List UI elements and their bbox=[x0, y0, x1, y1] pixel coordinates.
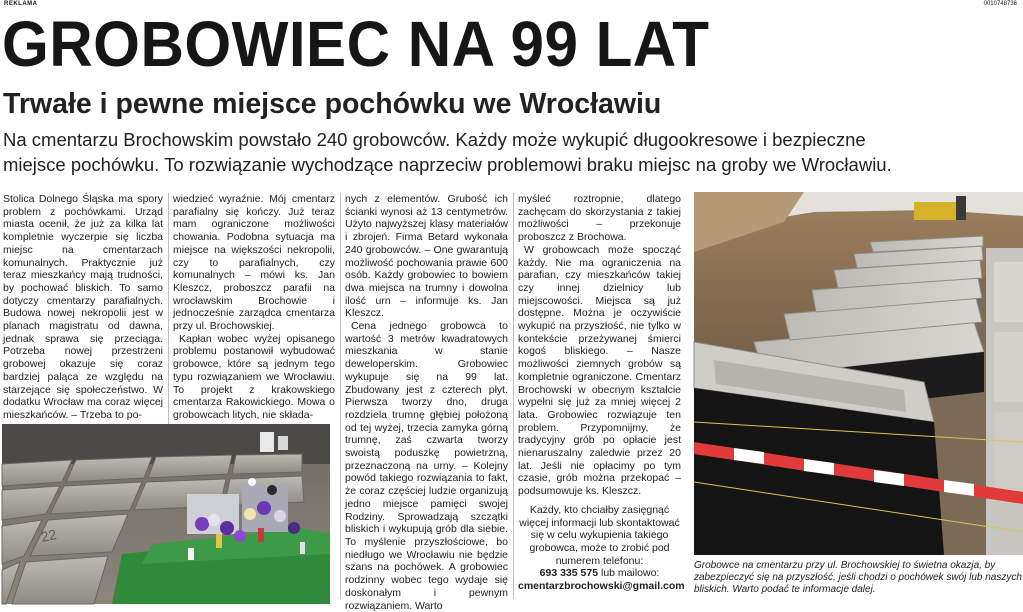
column-divider bbox=[513, 193, 514, 599]
article-column-1 bbox=[3, 193, 163, 421]
subheadline: Trwałe i pewne miejsce pochówku we Wrocławiu bbox=[3, 88, 662, 120]
contact-email-line bbox=[518, 580, 685, 593]
contact-phone[interactable]: 693 335 575 bbox=[539, 567, 599, 580]
col2-paragraph-1: wiedzieć wyraźnie. Mój cmentarz parafialny się kończy. Już teraz mam ograniczone możliwości chowania. Podobna sytuacja ma miejsce na większości nekropolii, czy to parafialnych, czy komunalnych – mówi ks. Jan Kleszcz, proboszcz parafii na wrocławskim Brochowie i jednocześnie zarządca cmentarza przy ul. Brochowskiej. bbox=[173, 193, 335, 333]
col3-paragraph-1: nych z elementów. Grubość ich ścianki wynosi aż 13 centymetrów. Użyto najwyższej klasy materiałów i zbrojeń. Firma Betard wykonała 240 grobowców. – One gwarantują możliwość pochowania prawie 600 osób. Każdy grobowiec to bowiem dwa miejsca na trumny i dowolna ilość urn – informuje ks. Jan Kleszcz. bbox=[345, 193, 508, 320]
contact-phone-line bbox=[518, 567, 681, 580]
cemetery-graves-photo bbox=[2, 424, 330, 604]
contact-intro: Każdy, kto chciałby zasięgnąć więcej informacji lub skontaktować się w celu wykupienia takiego grobowca, może to zrobić pod numerem telefonu: bbox=[519, 503, 680, 567]
col3-paragraph-2: Cena jednego grobowca to wartość 3 metrów kwadratowych mieszkania w stanie deweloperskim. Grobowiec wykupuje się na 99 lat. Zbudowany jest z czterech płyt. Pierwsza tworzy dno, druga rozdziela trumnę głębiej położoną od tej wyżej, trzecia zamyka górną trumnę, zaś czwarta tworzy swoistą poduszkę powietrzną, przeznaczoną na urny. – Kolejny powód takiego rozwiązania to fakt, że coraz częściej ludzie organizują jedno miejsce pamięci swojej Rodziny. Sprowadzają szczątki bliskich i wykupują grób dla siebie. To myślenie przyszłościowe, bo niedługo we Wrocławiu nie będzie szans na pochówek. A grobowiec rodzinny wobec tego wydaje się doskonałym i pewnym rozwiązaniem. Warto bbox=[345, 320, 508, 612]
headline: GROBOWIEC NA 99 LAT bbox=[2, 8, 710, 80]
column-divider bbox=[340, 193, 341, 599]
article-column-3 bbox=[345, 193, 508, 612]
col2-paragraph-2: Kapłan wobec wyżej opisanego problemu postanowił wybudować grobowce, które są jednym tego typu rozwiązaniem we Wrocławiu. To projekt z krakowskiego cmentarza Rakowickiego. Mowa o grobowcach litych, nie składa- bbox=[173, 332, 335, 421]
lead-paragraph bbox=[3, 127, 1023, 177]
cemetery-photo-illustration bbox=[2, 424, 330, 604]
advertisement-label: REKLAMA bbox=[4, 1, 38, 7]
ad-code: 0010748736 bbox=[983, 1, 1017, 7]
photo-caption: Grobowce na cmentarzu przy ul. Brochowskiej to świetna okazja, by zabezpieczyć się na przyszłość, jeśli chodzi o pochówek swój lub naszych bliskich. Warto podać te informacje dalej. bbox=[694, 560, 1022, 595]
lead-line-2: miejsce pochówku. To rozwiązanie wychodzące naprzeciw problemowi braku miejsc na groby we Wrocławiu. bbox=[3, 154, 892, 175]
col4-paragraph-1: myśleć roztropnie, dlatego zachęcam do skorzystania z takiej możliwości – przekonuje proboszcz z Brochowa. bbox=[518, 193, 681, 244]
construction-photo-illustration bbox=[694, 192, 1023, 555]
contact-email[interactable]: cmentarzbrochowski@gmail.com bbox=[518, 580, 685, 593]
contact-phone-suffix: lub mailowo: bbox=[598, 567, 660, 580]
col1-paragraph: Stolica Dolnego Śląska ma spory problem z pochówkami. Urząd miasta ocenił, że już za kilka lat kompletnie wyczerpie się liczba miejsc na cmentarzach komunalnych. Praktycznie już teraz mieszkańcy mają trudności, by pochować bliskich. To samo dotyczy cmentarzy parafialnych. Budowa nowej nekropolii jest w planach magistratu od dawna, jednak sprawa się przeciąga. Potrzeba nowej przestrzeni grobowej okazuje się coraz bardziej paląca ze względu na starzejące się społeczeństwo. W dodatku Wrocław ma coraz więcej mieszkańców. – Trzeba to po- bbox=[3, 193, 163, 421]
svg-text:22: 22 bbox=[39, 526, 58, 545]
article-column-4 bbox=[518, 193, 685, 604]
contact-block bbox=[518, 503, 685, 593]
concrete-tombs-construction-photo bbox=[694, 192, 1023, 555]
col4-paragraph-2: W grobowcach może spocząć każdy. Nie ma ograniczenia na parafian, czy mieszkańców takiej czy innej dzielnicy lub miejscowości. Miejsca są już dostępne. Można je oczywiście wykupić na przyszłość, nie tylko w kontekście przeżywanej śmierci kogoś bliskiego. – Nasze możliwości ziemnych grobów są kompletnie ograniczone. Cmentarz Brochowski w obecnym kształcie wypełni się już za mniej więcej 2 lata. Grobowiec rozwiązuje ten problem. Przypomnijmy, że tradycyjny grób po opłacie jest nienaruszalny zaledwie przez 20 lat. Jeśli nie opłacimy po tym czasie, grób można przekopać – podsumowuje ks. Kleszcz. bbox=[518, 243, 681, 498]
lead-line-1: Na cmentarzu Brochowskim powstało 240 grobowców. Każdy może wykupić długookresowe i bezpieczne bbox=[3, 129, 866, 150]
